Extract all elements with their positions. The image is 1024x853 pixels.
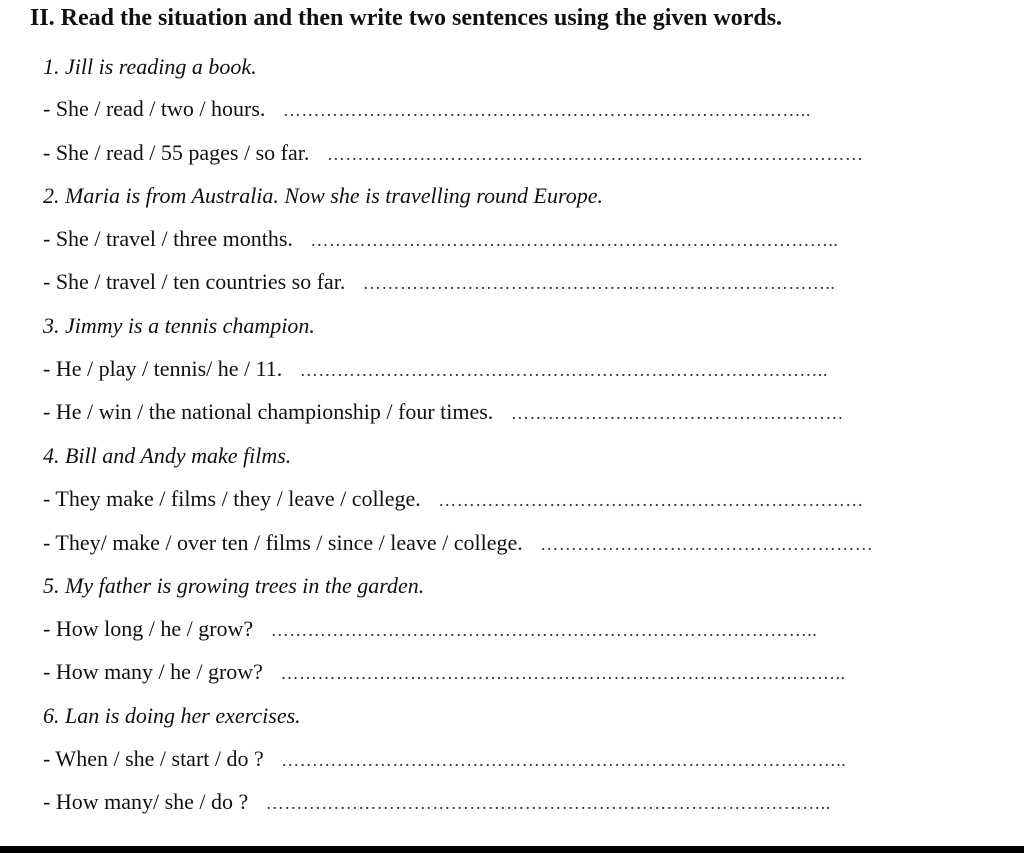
answer-line[interactable]: ……………………………………………………………………………….. <box>281 750 847 770</box>
situation-6: 6. Lan is doing her exercises. <box>43 703 301 728</box>
prompt-text: - How many/ she / do ? <box>43 789 249 814</box>
situation-4: 4. Bill and Andy make films. <box>43 443 292 468</box>
bottom-border <box>0 846 1024 853</box>
answer-line[interactable]: …………………………………………………………………………… <box>326 144 864 164</box>
prompt-row <box>43 742 1024 776</box>
prompt-row <box>43 482 1024 516</box>
prompt-row <box>43 136 1024 170</box>
answer-line[interactable]: ………………………………………………………………………….. <box>310 230 839 250</box>
prompt-text: - How long / he / grow? <box>43 616 254 641</box>
prompt-text: - He / win / the national championship / four times. <box>43 399 494 424</box>
prompt-row <box>43 352 1024 386</box>
prompt-row <box>43 222 1024 256</box>
prompt-text: - They make / films / they / leave / college. <box>43 486 421 511</box>
answer-line[interactable]: ………………………………………………………………………….. <box>282 100 811 120</box>
section-heading: II. Read the situation and then write two sentences using the given words. <box>30 5 783 31</box>
situation-1: 1. Jill is reading a book. <box>43 54 257 79</box>
answer-line[interactable]: …………………………………………………………… <box>438 490 864 510</box>
prompt-row <box>43 265 1024 299</box>
answer-line[interactable]: ……………………………………………………………………………….. <box>280 663 846 683</box>
answer-line[interactable]: ………………………………………………………………………….. <box>299 360 828 380</box>
prompt-row <box>43 655 1024 689</box>
answer-line[interactable]: ……………………………………………………………………………….. <box>265 793 831 813</box>
situation-5: 5. My father is growing trees in the garden. <box>43 573 425 598</box>
prompt-row <box>43 395 1024 429</box>
prompt-row <box>43 785 1024 819</box>
prompt-text: - She / read / 55 pages / so far. <box>43 140 310 165</box>
prompt-text: - When / she / start / do ? <box>43 746 264 771</box>
answer-line[interactable]: ……………………………………………… <box>540 534 874 554</box>
answer-line[interactable]: ……………………………………………… <box>510 403 844 423</box>
situation-2: 2. Maria is from Australia. Now she is travelling round Europe. <box>43 183 604 208</box>
prompt-text: - She / travel / three months. <box>43 226 293 251</box>
prompt-text: - They/ make / over ten / films / since / leave / college. <box>43 530 523 555</box>
prompt-text: - She / read / two / hours. <box>43 96 266 121</box>
answer-line[interactable]: …………………………………………………………………………….. <box>270 620 818 640</box>
prompt-text: - She / travel / ten countries so far. <box>43 269 346 294</box>
prompt-row <box>43 612 1024 646</box>
prompt-text: - How many / he / grow? <box>43 659 263 684</box>
prompt-row <box>43 92 1024 126</box>
prompt-row <box>43 526 1024 560</box>
answer-line[interactable]: ………………………………………………………………….. <box>362 273 836 293</box>
situation-3: 3. Jimmy is a tennis champion. <box>43 313 315 338</box>
prompt-text: - He / play / tennis/ he / 11. <box>43 356 283 381</box>
